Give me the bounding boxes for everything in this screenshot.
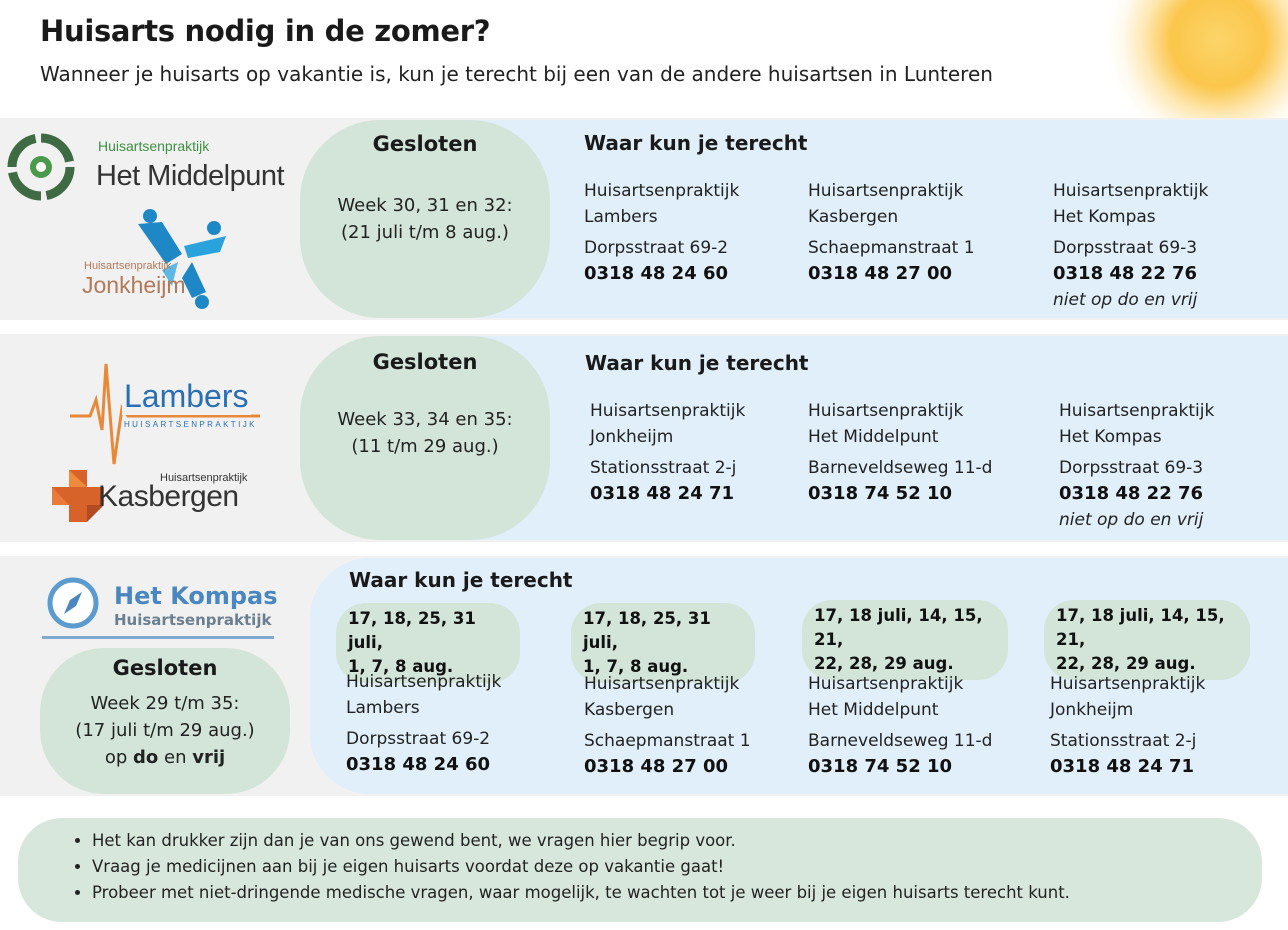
notes-list <box>92 828 1070 906</box>
phone-number: 0318 48 22 76 <box>1059 483 1204 504</box>
alternatives-heading-1: Waar kun je terecht <box>584 131 808 155</box>
closed-box-3 <box>40 648 290 794</box>
kasbergen-logo-name: Kasbergen <box>98 480 239 513</box>
phone-number: 0318 48 22 76 <box>1053 263 1198 284</box>
lambers-logo-small: HUISARTSENPRAKTIJK <box>124 420 257 429</box>
notes-box <box>18 818 1262 922</box>
middelpunt-logo-icon <box>6 132 76 202</box>
closed-weeks-1: Week 30, 31 en 32: <box>337 195 513 216</box>
kompas-logo-underline <box>42 636 274 639</box>
closed-title-3: Gesloten <box>112 656 218 680</box>
closed-title-1: Gesloten <box>372 132 478 156</box>
closed-title-2: Gesloten <box>372 350 478 374</box>
kompas-logo-small: Huisartsenpraktijk <box>114 611 272 629</box>
phone-number: 0318 48 24 71 <box>590 483 735 504</box>
page-subtitle: Wanneer je huisarts op vakantie is, kun je terecht bij een van de andere huisartsen in Lunteren <box>40 62 993 86</box>
availability-note: niet op do en vrij <box>1053 290 1198 310</box>
alternative-practice: Huisartsenpraktijk Het Kompas Dorpsstraat 69-3 0318 48 22 76 niet op do en vrij <box>1059 398 1214 533</box>
kompas-logo-name: Het Kompas <box>114 582 278 610</box>
note-item: • Probeer met niet-dringende medische vragen, waar mogelijk, te wachten tot je weer bij je eigen huisarts terecht kunt. <box>92 880 1070 906</box>
phone-number: 0318 48 27 00 <box>584 756 729 777</box>
alternative-practice: Huisartsenpraktijk Het Middelpunt Barneveldseweg 11-d 0318 74 52 10 <box>808 671 992 780</box>
alternative-practice: Huisartsenpraktijk Kasbergen Schaepmanstraat 1 0318 48 27 00 <box>584 671 751 780</box>
closed-weeks-2: Week 33, 34 en 35: <box>337 409 513 430</box>
middelpunt-logo-small: Huisartsenpraktijk <box>98 138 210 154</box>
alternative-practice: Huisartsenpraktijk Jonkheijm Stationsstraat 2-j 0318 48 24 71 <box>590 398 745 507</box>
closed-dates-1: (21 juli t/m 8 aug.) <box>341 222 509 243</box>
lambers-logo-name: Lambers <box>124 378 249 414</box>
phone-number: 0318 74 52 10 <box>808 483 953 504</box>
alternative-practice: Huisartsenpraktijk Het Middelpunt Barneveldseweg 11-d 0318 74 52 10 <box>808 398 992 507</box>
dates-pill: 17, 18, 25, 31 juli, 1, 7, 8 aug. <box>336 603 520 683</box>
closed-days-3: op do en vrij <box>104 747 226 768</box>
alternative-practice: Huisartsenpraktijk Lambers Dorpsstraat 69-2 0318 48 24 60 <box>584 178 739 287</box>
alternative-practice: Huisartsenpraktijk Kasbergen Schaepmanstraat 1 0318 48 27 00 <box>808 178 975 287</box>
alternative-practice: Huisartsenpraktijk Het Kompas Dorpsstraat 69-3 0318 48 22 76 niet op do en vrij <box>1053 178 1208 313</box>
alternatives-heading-2: Waar kun je terecht <box>585 351 809 375</box>
alternative-practice: Huisartsenpraktijk Lambers Dorpsstraat 69-2 0318 48 24 60 <box>346 669 501 778</box>
lambers-logo-icon <box>70 360 260 470</box>
note-item: • Het kan drukker zijn dan je van ons gewend bent, we vragen hier begrip voor. <box>92 828 1070 854</box>
closed-dates-3: (17 juli t/m 29 aug.) <box>75 720 255 741</box>
phone-number: 0318 74 52 10 <box>808 756 953 777</box>
jonkheijm-logo-name: Jonkheijm <box>82 272 186 298</box>
alternative-practice: Huisartsenpraktijk Jonkheijm Stationsstraat 2-j 0318 48 24 71 <box>1050 671 1205 780</box>
compass-icon <box>46 576 100 630</box>
kasbergen-logo-small: Huisartsenpraktijk <box>160 472 248 484</box>
phone-number: 0318 48 24 71 <box>1050 756 1195 777</box>
dates-pill: 17, 18 juli, 14, 15, 21, 22, 28, 29 aug. <box>1044 600 1250 680</box>
phone-number: 0318 48 27 00 <box>808 263 953 284</box>
closed-box-1 <box>300 120 550 318</box>
middelpunt-logo-name: Het Middelpunt <box>96 160 285 192</box>
closed-dates-2: (11 t/m 29 aug.) <box>351 436 499 457</box>
phone-number: 0318 48 24 60 <box>584 263 729 284</box>
availability-note: niet op do en vrij <box>1059 510 1204 530</box>
dates-pill: 17, 18 juli, 14, 15, 21, 22, 28, 29 aug. <box>802 600 1008 680</box>
note-item: • Vraag je medicijnen aan bij je eigen huisarts voordat deze op vakantie gaat! <box>92 854 1070 880</box>
alternatives-heading-3: Waar kun je terecht <box>349 568 573 592</box>
closed-box-2 <box>300 336 550 540</box>
closed-weeks-3: Week 29 t/m 35: <box>90 693 240 714</box>
jonkheijm-logo-small: Huisartsenpraktijk <box>84 260 172 272</box>
phone-number: 0318 48 24 60 <box>346 754 491 775</box>
page-title: Huisarts nodig in de zomer? <box>40 14 491 48</box>
kasbergen-cross-icon <box>52 470 104 522</box>
dates-pill: 17, 18, 25, 31 juli, 1, 7, 8 aug. <box>571 603 755 683</box>
